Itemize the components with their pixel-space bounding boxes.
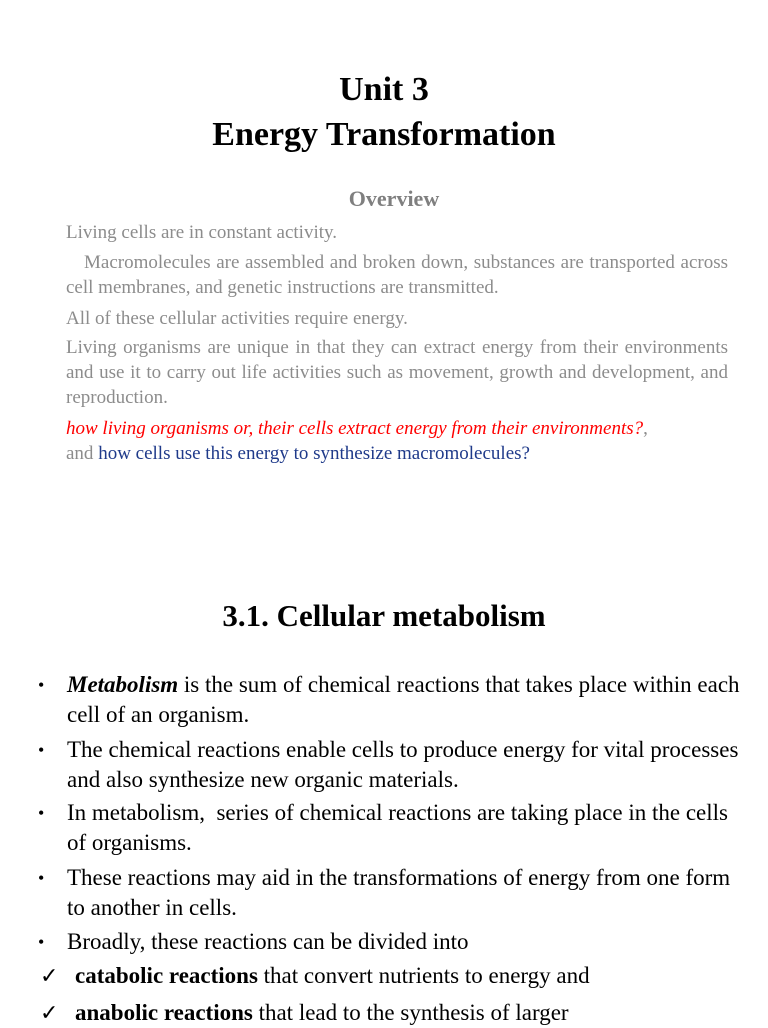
section-title: 3.1. Cellular metabolism: [222, 598, 546, 633]
overview-paragraph: Macromolecules are assembled and broken down, substances are transported across cell membranes, and genetic instructions are transmitted.: [66, 252, 728, 298]
bullet-icon: •: [38, 932, 45, 952]
bullet-text: The chemical reactions enable cells to produce energy for vital processes and also synthesize new organic materials.: [67, 737, 739, 792]
question-synthesize: how cells use this energy to synthesize macromolecules?: [98, 443, 530, 464]
check-text: [75, 961, 755, 991]
check-text-body: that convert nutrients to energy and: [257, 963, 590, 988]
checkmark-icon: ✓: [40, 963, 59, 988]
bullet-text: In metabolism, series of chemical reactions are taking place in the cells of organisms.: [67, 800, 734, 855]
term-anabolic: anabolic reactions: [75, 1000, 253, 1025]
bullet-text-body: is the sum of chemical reactions that takes place within each cell of an organism.: [67, 672, 740, 727]
unit-title: Unit 3: [339, 71, 429, 108]
check-text-body: that lead to the synthesis of larger: [252, 1000, 569, 1025]
bullet-text: These reactions may aid in the transformations of energy from one form to another in cells.: [67, 865, 731, 920]
question-and: and: [66, 443, 99, 464]
overview-heading: Overview: [348, 186, 440, 211]
bullet-text: Broadly, these reactions can be divided into: [67, 929, 469, 954]
term-catabolic: catabolic reactions: [75, 963, 258, 988]
overview-questions: [66, 416, 728, 466]
bullet-text: [67, 670, 747, 730]
checkmark-icon: ✓: [40, 1000, 59, 1025]
bullet-icon: •: [38, 868, 45, 888]
bullet-icon: •: [38, 803, 45, 823]
overview-paragraph: Living cells are in constant activity.: [66, 222, 338, 243]
question-extract-energy: how living organisms or, their cells extract energy from their environments?: [66, 418, 644, 439]
unit-subtitle: Energy Transformation: [212, 116, 556, 153]
slide-cellular-metabolism: [0, 520, 768, 1024]
bullet-icon: •: [38, 740, 45, 760]
bullet-icon: •: [38, 675, 45, 695]
question-separator: ,: [643, 418, 648, 439]
overview-paragraph: All of these cellular activities require energy.: [66, 308, 408, 329]
overview-paragraph: Living organisms are unique in that they can extract energy from their environments and use it to carry out life activities such as movement, growth and development, and reproduction.: [66, 337, 728, 408]
term-metabolism: Metabolism: [67, 672, 179, 697]
